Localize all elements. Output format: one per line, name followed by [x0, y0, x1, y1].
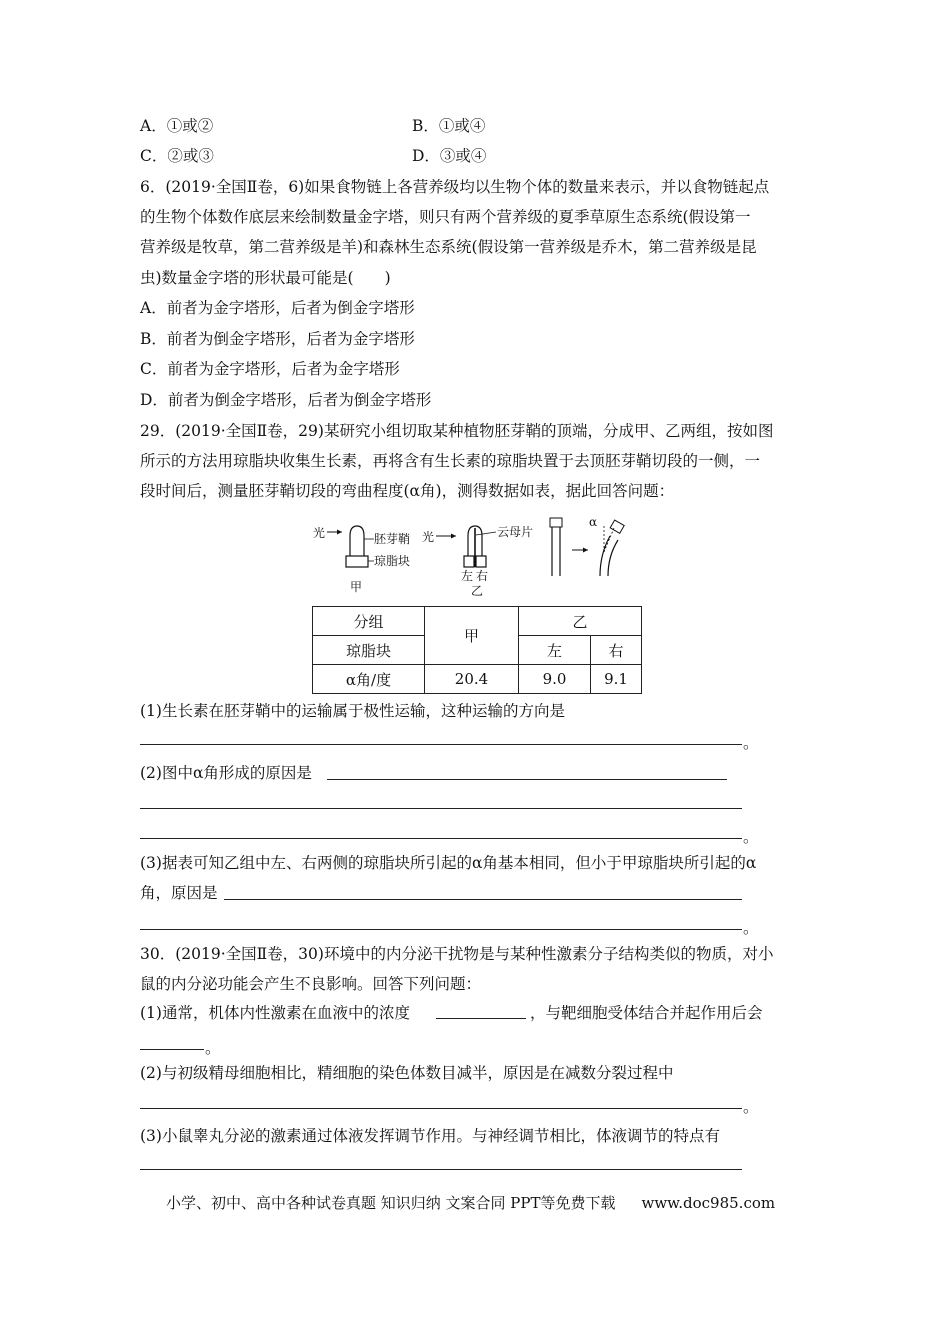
table-header-group: 分组 — [313, 607, 425, 636]
figure-bending — [542, 514, 642, 580]
answer-blank[interactable] — [327, 779, 727, 780]
q29-stem-line: 所示的方法用琼脂块收集生长素，再将含有生长素的琼脂块置于去顶胚芽鞘切段的一侧，一 — [140, 452, 761, 470]
q5-option-d: D．③或④ — [412, 147, 487, 165]
left-label: 左 — [461, 569, 474, 583]
coleoptile-label: 胚芽鞘 — [374, 532, 411, 546]
q6-stem-line: 的生物个体数作底层来绘制数量金字塔，则只有两个营养级的夏季草原生态系统(假设第一 — [140, 208, 751, 226]
q29-stem-line: 段时间后，测量胚芽鞘切段的弯曲程度(α角)，测得数据如表，据此回答问题： — [140, 482, 675, 500]
q30-part3: (3)小鼠睾丸分泌的激素通过体液发挥调节作用。与神经调节相比，体液调节的特点有 — [140, 1127, 720, 1145]
q5-option-b: B．①或④ — [412, 117, 486, 135]
right-label: 右 — [476, 569, 489, 583]
table-header-jia: 甲 — [425, 607, 519, 665]
table-cell-right: 9.1 — [591, 665, 642, 694]
mica-label: 云母片 — [497, 525, 534, 539]
figure-jia — [310, 520, 422, 600]
period-mark: 。 — [743, 919, 759, 937]
answer-blank[interactable] — [140, 838, 742, 839]
q30-part1-a: (1)通常，机体内性激素在血液中的浓度 — [140, 1004, 410, 1022]
table-header-left: 左 — [519, 636, 591, 665]
agar-label: 琼脂块 — [374, 554, 411, 568]
q30-part1-b: ，与靶细胞受体结合并起作用后会 — [530, 1004, 763, 1022]
period-mark: 。 — [743, 828, 759, 846]
period-mark: 。 — [205, 1039, 221, 1057]
table-row-label: α角/度 — [313, 665, 425, 694]
q6-stem-line: 虫)数量金字塔的形状最可能是( ) — [140, 269, 391, 287]
q29-part2: (2)图中α角形成的原因是 — [140, 764, 312, 782]
q6-option-b: B．前者为倒金字塔形，后者为金字塔形 — [140, 330, 415, 348]
q30-part2: (2)与初级精母细胞相比，精细胞的染色体数目减半，原因是在减数分裂过程中 — [140, 1064, 674, 1082]
alpha-angle-table — [312, 606, 642, 694]
table-header-yi: 乙 — [519, 607, 642, 636]
table-cell-jia: 20.4 — [425, 665, 519, 694]
figure-yi — [420, 520, 538, 600]
answer-blank[interactable] — [140, 808, 742, 809]
period-mark: 。 — [743, 734, 759, 752]
q29-part1: (1)生长素在胚芽鞘中的运输属于极性运输，这种运输的方向是 — [140, 702, 565, 720]
table-header-agar: 琼脂块 — [313, 636, 425, 665]
q30-stem-line: 鼠的内分泌功能会产生不良影响。回答下列问题： — [140, 975, 482, 993]
table-header-right: 右 — [591, 636, 642, 665]
answer-blank[interactable] — [140, 1169, 742, 1170]
page-footer — [166, 1192, 775, 1213]
light-label: 光 — [313, 526, 326, 540]
q29-stem-line: 29．(2019·全国Ⅱ卷，29)某研究小组切取某种植物胚芽鞘的顶端，分成甲、乙两组，按如图 — [140, 422, 774, 440]
answer-blank[interactable] — [140, 1108, 742, 1109]
answer-blank[interactable] — [140, 1049, 204, 1050]
q5-option-c: C．②或③ — [140, 147, 214, 165]
alpha-label: α — [589, 515, 598, 529]
q29-part3-line1: (3)据表可知乙组中左、右两侧的琼脂块所引起的α角基本相同，但小于甲琼脂块所引起的α — [140, 854, 757, 872]
footer-site-link[interactable]: www.doc985.com — [641, 1194, 776, 1212]
answer-blank[interactable] — [436, 1018, 526, 1019]
answer-blank[interactable] — [140, 929, 742, 930]
answer-blank[interactable] — [140, 744, 742, 745]
footer-text: 小学、初中、高中各种试卷真题 知识归纳 文案合同 PPT等免费下载 — [166, 1194, 616, 1212]
group-jia-caption: 甲 — [350, 580, 363, 594]
light-label: 光 — [422, 530, 435, 544]
group-yi-caption: 乙 — [471, 584, 484, 598]
q30-stem-line: 30．(2019·全国Ⅱ卷，30)环境中的内分泌干扰物是与某种性激素分子结构类似的物质，对小 — [140, 945, 774, 963]
q6-option-a: A．前者为金字塔形，后者为倒金字塔形 — [140, 299, 415, 317]
answer-blank[interactable] — [224, 899, 742, 900]
q6-option-c: C．前者为金字塔形，后者为金字塔形 — [140, 360, 400, 378]
q6-stem-line: 营养级是牧草，第二营养级是羊)和森林生态系统(假设第一营养级是乔木，第二营养级是昆 — [140, 238, 757, 256]
q6-stem-line: 6．(2019·全国Ⅱ卷，6)如果食物链上各营养级均以生物个体的数量来表示，并以食物链起点 — [140, 178, 770, 196]
period-mark: 。 — [743, 1098, 759, 1116]
q29-part3-line2: 角，原因是 — [140, 884, 218, 902]
q6-option-d: D．前者为倒金字塔形，后者为倒金字塔形 — [140, 391, 432, 409]
table-cell-left: 9.0 — [519, 665, 591, 694]
q5-option-a: A．①或② — [140, 117, 214, 135]
